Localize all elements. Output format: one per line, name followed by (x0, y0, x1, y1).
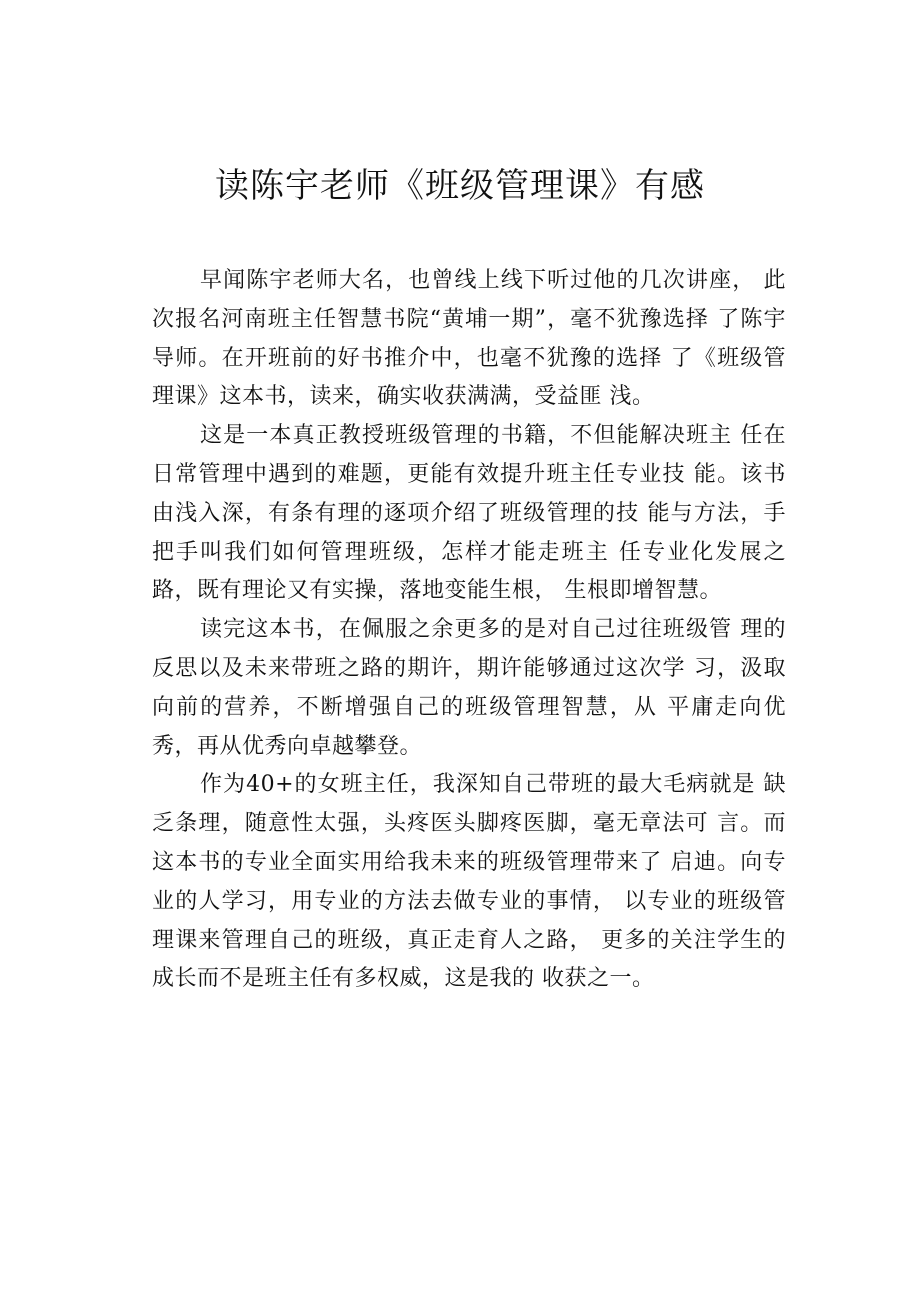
document-title: 读陈宇老师《班级管理课》有感 (215, 166, 705, 206)
paragraph-2: 这是一本真正教授班级管理的书籍，不但能解决班主 任在日常管理中遇到的难题，更能有效提升班主任专业技 能。该书由浅入深，有条有理的逐项介绍了班级管理的技 能与方法，手把手叫我们如何管理班级，怎样才能走班主 任专业化发展之路，既有理论又有实操，落地变能生根， 生根即增智慧。 (152, 423, 786, 604)
paragraph-1: 早闻陈宇老师大名，也曾线上线下听过他的几次讲座， 此次报名河南班主任智慧书院“黄埔一期”，毫不犹豫选择 了陈宇导师。在开班前的好书推介中，也毫不犹豫的选择 了《班级管理课》这本书，读来，确实收获满满，受益匪 浅。 (152, 268, 786, 410)
paragraph-3: 读完这本书，在佩服之余更多的是对自己过往班级管 理的反思以及未来带班之路的期许，期许能够通过这次学 习，汲取向前的营养，不断增强自己的班级管理智慧，从 平庸走向优秀，再从优秀向卓越攀登。 (152, 617, 786, 759)
document-body (152, 262, 786, 999)
paragraph-4: 作为40+的女班主任，我深知自己带班的最大毛病就是 缺乏条理，随意性太强，头疼医头脚疼医脚，毫无章法可 言。而这本书的专业全面实用给我未来的班级管理带来了 启迪。向专业的人学习，用专业的方法去做专业的事情， 以专业的班级管理课来管理自己的班级，真正走育人之路， 更多的关注学生的成长而不是班主任有多权威，这是我的 收获之一。 (152, 772, 786, 992)
